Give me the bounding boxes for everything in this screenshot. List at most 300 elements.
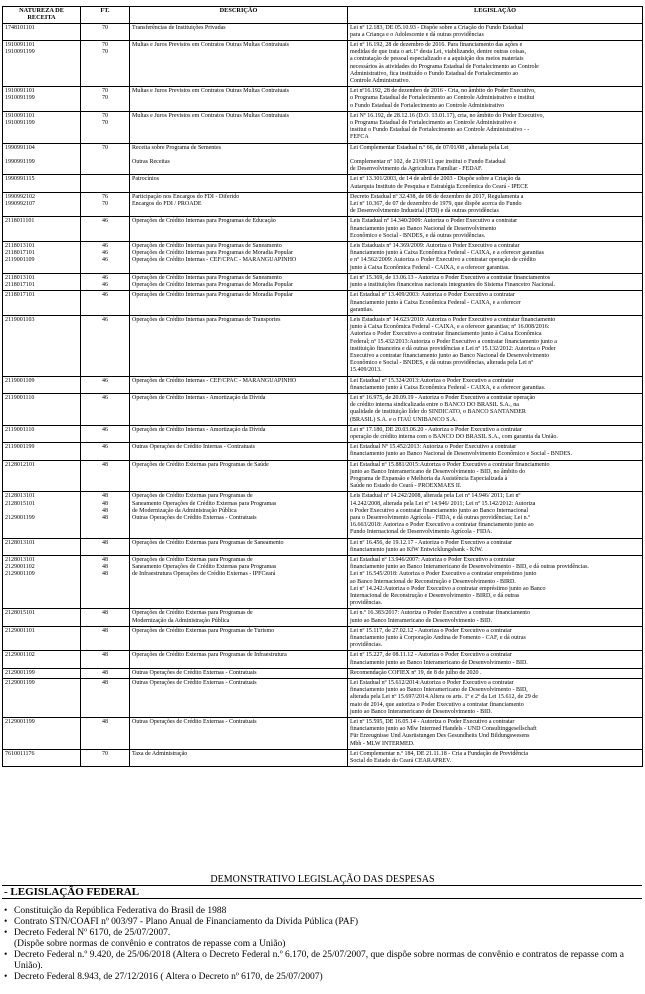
cell-descricao	[130, 175, 348, 192]
table-row	[3, 492, 643, 538]
bullet-icon: •	[4, 917, 8, 927]
cell-ft-line: 46	[102, 394, 108, 401]
cell-ft-line: 46	[102, 250, 108, 257]
cell-legislacao-line: Lei nº 16.975, de 20.09.19 - Autoriza o Poder Executivo a contratar operação	[350, 394, 536, 401]
table-row	[3, 443, 643, 460]
table-row	[3, 315, 643, 376]
cell-natureza-line: 2129001199	[5, 514, 35, 521]
cell-ft	[81, 273, 130, 290]
cell-legislacao-line: Lei nº 16.192, 28 de dezembro de 2016. Para financiamento das ações e	[350, 42, 523, 48]
cell-descricao-line: Operações de Crédito Externas para Programas de	[132, 493, 253, 500]
cell-natureza-line: 1910091101	[5, 112, 35, 119]
cell-legislacao-line: Autarquia Instituto de Pesquisa e Estratégia Econômica do Ceará - IPECE	[350, 183, 528, 190]
cell-legislacao-line: Lei nº 17.180, DE 20.03.06.20 - Autoriza o Poder Executivo a contratar	[350, 426, 522, 433]
cell-legislacao-line: 16.663/2018: Autoriza o Poder Executivo a contratar financiamento junto ao	[350, 522, 534, 529]
cell-legislacao-line: providências.	[350, 642, 383, 649]
cell-legislacao-line: financiamento junto ao Mlw Intermed Handels - UND Consultinggesellschaft	[350, 726, 537, 733]
cell-descricao-line: Operações de Crédito Internas - CEF/CPAC - MARANGUAPINHO	[132, 257, 297, 264]
cell-natureza-line	[5, 508, 78, 515]
cell-natureza-line: 2129001102	[5, 652, 35, 659]
cell-legislacao	[348, 87, 643, 112]
cell-ft	[81, 679, 130, 718]
cell-ft	[81, 175, 130, 192]
cell-ft	[81, 376, 130, 393]
cell-ft-line: 48	[102, 680, 108, 687]
table-row	[3, 175, 643, 192]
cell-legislacao-line: Lei Nº 16.192, de 28.12.16 (D.O. 13.01.17), cria, no âmbito do Poder Executivo,	[350, 112, 544, 119]
federal-legislation-text: Contrato STN/COAFI nº 003/97 - Plano Anual de Financiamento da Dívida Pública (PAF)	[14, 917, 359, 927]
cell-legislacao-line: ao Banco Internacional de Reconstrução e Desenvolvimento - BIRD.	[350, 578, 516, 585]
cell-legislacao-line: financiamento junto ao Banco Nacional de Desenvolvimento Econômico e Social - BNDES.	[350, 451, 572, 458]
cell-ft	[81, 217, 130, 242]
table-body	[3, 23, 643, 767]
table-row	[3, 242, 643, 274]
cell-legislacao	[348, 111, 643, 143]
cell-legislacao	[348, 273, 643, 290]
cell-descricao	[130, 749, 348, 766]
table-row	[3, 679, 643, 718]
cell-descricao	[130, 315, 348, 376]
cell-descricao-line: Patrocínios	[132, 176, 159, 183]
cell-natureza	[3, 393, 81, 425]
cell-natureza-line: 2118017101	[5, 292, 35, 299]
cell-natureza	[3, 175, 81, 192]
cell-natureza	[3, 749, 81, 766]
cell-natureza	[3, 425, 81, 442]
cell-ft-line: 48	[102, 514, 108, 521]
cell-natureza-line: 2129001199	[5, 669, 35, 676]
cell-descricao	[130, 111, 348, 143]
cell-legislacao	[348, 460, 643, 492]
cell-descricao-line: de Modernização da Administração Pública	[132, 507, 237, 514]
cell-ft	[81, 192, 130, 217]
cell-natureza-line: 1990992107	[5, 201, 35, 208]
cell-ft-line: 48	[102, 557, 108, 563]
cell-descricao-line: Outras Receitas	[132, 159, 170, 166]
cell-natureza-line: 2119001110	[5, 426, 35, 433]
cell-descricao-line: Saneamento Operações de Crédito Externas para Programas	[132, 564, 277, 571]
table-row	[3, 749, 643, 766]
table-row	[3, 217, 643, 242]
cell-descricao-line: Outras Operações de Crédito Externas - Contratuais	[132, 680, 257, 687]
cell-legislacao	[348, 393, 643, 425]
cell-legislacao-line: financiamento junto à Corporação Andina de Fomento - CAF, e dá outras	[350, 635, 526, 642]
cell-descricao	[130, 23, 348, 40]
cell-natureza	[3, 143, 81, 175]
cell-legislacao-line: Mbh - MLW INTERMED.	[350, 740, 415, 747]
cell-descricao	[130, 668, 348, 678]
cell-legislacao	[348, 556, 643, 609]
table-row	[3, 111, 643, 143]
cell-legislacao-line: Lei nº 12.183, DE 05.10.93 - Dispõe sobre a Criação do Fundo Estadual	[350, 24, 524, 31]
cell-natureza-line: 2119001110	[5, 394, 35, 401]
cell-legislacao-line: Autoriza o Poder Executivo a contratar financiamento junto à Caixa Econômica	[350, 331, 542, 338]
cell-natureza	[3, 492, 81, 538]
cell-natureza	[3, 87, 81, 112]
cell-natureza-line: 2118017101	[5, 282, 35, 289]
cell-natureza-line: 1910091199	[5, 95, 35, 102]
federal-legislation-heading: - LEGISLAÇÃO FEDERAL	[2, 885, 642, 899]
cell-descricao-line: Operações de Crédito Externas para Programas de	[132, 610, 253, 617]
cell-legislacao-line: Lei nº 15.369, de 13.06.13 - Autoriza o Poder Executivo a contratar financiamentos	[350, 274, 551, 281]
cell-natureza-line: 2129001199	[5, 719, 35, 726]
cell-descricao-line: Modernização da Administração Pública	[132, 617, 230, 624]
cell-legislacao-line: junto ao Banco Interamericano de Desenvolvimento - BID.	[350, 617, 492, 624]
cell-natureza	[3, 651, 81, 668]
header-ft: FT.	[81, 7, 130, 24]
cell-descricao-line: Outras Operações de Crédito Externas - Contratuais	[132, 514, 257, 521]
cell-descricao	[130, 718, 348, 750]
table-row	[3, 609, 643, 626]
cell-legislacao-line: Executivo a contratar financiamento junto ao Banco Nacional de Desenvolvimento	[350, 352, 550, 359]
cell-legislacao-line: Für Erzeugnisse Und Ausrüstungen Des Gesundheits Und Bildungswesens	[350, 733, 530, 740]
cell-legislacao	[348, 315, 643, 376]
cell-natureza-line: 2128013101	[5, 539, 35, 546]
cell-ft	[81, 393, 130, 425]
cell-natureza-line: 2119001109	[5, 377, 35, 384]
cell-legislacao-line: Administrativo, fica instituído o Fundo Estadual de Fortalecimento ao	[350, 70, 519, 77]
cell-legislacao-line: Leis Estaduais nº 14.369/2009: Autoriza o Poder Executivo a contratar	[350, 243, 520, 250]
cell-ft	[81, 425, 130, 442]
cell-descricao	[130, 217, 348, 242]
cell-natureza-line: 2128013101	[5, 493, 35, 500]
cell-natureza-line: 2118011101	[5, 218, 35, 225]
federal-legislation-item	[2, 906, 642, 917]
table-row	[3, 425, 643, 442]
cell-ft	[81, 556, 130, 609]
cell-descricao-line: Operações de Crédito Externas para Programas de Turismo	[132, 627, 275, 634]
cell-ft-line: 70	[102, 95, 108, 102]
cell-natureza	[3, 376, 81, 393]
cell-natureza-line: 1910091199	[5, 120, 35, 127]
cell-legislacao-line: Lei Estadual nº 15.324/2013:Autoriza o Poder Executivo a contratar	[350, 377, 514, 384]
cell-ft	[81, 443, 130, 460]
cell-legislacao	[348, 443, 643, 460]
cell-legislacao-line: Programa de Expansão e Melhoria da Assistência Especializada à	[350, 475, 508, 482]
cell-natureza	[3, 626, 81, 651]
cell-legislacao-line: Econômico e Social - BNDES, e dá outras providências, alterada pela Lei nº	[350, 360, 534, 367]
cell-legislacao-line: alterada pela Lei nº 15.697/2014.Altera os arts. 1º e 2º da Lei 15.612, de 29 de	[350, 694, 538, 701]
cell-descricao-line: Operações de Crédito Internas para Programas de Saneamento	[132, 243, 282, 250]
cell-ft-line: 46	[102, 292, 108, 299]
cell-natureza-line: 2128015101	[5, 610, 35, 617]
cell-natureza-line: 2129001199	[5, 680, 35, 687]
cell-legislacao-line: junto à Caixa Econômica Federal - CAIXA, e a oferecer garantias; nº 16.008/2016:	[350, 324, 550, 331]
cell-descricao-line: Operações de Crédito Internas para Programas de Educação	[132, 218, 276, 225]
cell-legislacao	[348, 291, 643, 316]
federal-legislation-item	[2, 950, 642, 972]
federal-legislation-text: Decreto Federal Nº 6170, de 25/07/2007.	[14, 928, 171, 938]
cell-natureza-line: 1990992102	[5, 193, 35, 200]
table-row	[3, 273, 643, 290]
cell-legislacao-line: Decreto Estadual nº 32.438, de 08 de dezembro de 2017, Regulamenta a	[350, 193, 524, 200]
table-row	[3, 460, 643, 492]
table-row	[3, 192, 643, 217]
cell-legislacao	[348, 668, 643, 678]
cell-descricao-line	[132, 152, 345, 159]
table-row	[3, 291, 643, 316]
cell-ft-line: 70	[102, 750, 108, 757]
cell-legislacao-line: para o Desenvolvimento Agrícola - FIDA, e dá outras providências; Lei n.º	[350, 514, 530, 521]
cell-legislacao	[348, 217, 643, 242]
cell-natureza-line: 1990991199	[5, 159, 35, 166]
cell-natureza	[3, 538, 81, 555]
cell-legislacao-line: junto à Caixa Econômica Federal - CAIXA, e a oferecer garantias.	[350, 264, 510, 271]
cell-legislacao-line: Lei nº 15.227, de 08.11.12 - Autoriza o Poder Executivo a contratar	[350, 652, 512, 659]
cell-descricao	[130, 273, 348, 290]
table-row	[3, 556, 643, 609]
cell-descricao-line: Multas e Juros Previstos em Contratos Outras Multas Contratuais	[132, 88, 289, 95]
cell-ft-line: 48	[102, 500, 108, 507]
cell-descricao	[130, 626, 348, 651]
cell-descricao-line: Transferências de Instituições Privadas	[132, 24, 226, 31]
table-row	[3, 538, 643, 555]
cell-ft	[81, 291, 130, 316]
cell-ft	[81, 651, 130, 668]
cell-legislacao-line	[350, 152, 640, 159]
cell-legislacao-line: Lei nº16.192, 28 de dezembro de 2016 - Cria, no âmbito do Poder Executivo,	[350, 88, 536, 95]
cell-ft	[81, 23, 130, 40]
cell-legislacao	[348, 679, 643, 718]
cell-ft-line: 48	[102, 719, 108, 726]
cell-legislacao	[348, 609, 643, 626]
cell-legislacao-line: Recomendação COFIEX nº 19, de 8 de julho de 2020 .	[350, 669, 482, 676]
cell-descricao-line: Outras Operações de Crédito Externas - Contratuais	[132, 719, 257, 726]
cell-natureza-line: 1748101101	[5, 24, 35, 31]
cell-legislacao	[348, 749, 643, 766]
cell-legislacao-line: Lei Estadual nº 13.409/2003: Autoriza o Poder Executivo a contratar	[350, 292, 515, 299]
cell-natureza	[3, 192, 81, 217]
cell-legislacao-line: junto a instituições financeiras nacionais integrantes do Sistema Financeiro Nacional.	[350, 282, 555, 289]
table-row	[3, 41, 643, 87]
cell-ft-line: 46	[102, 243, 108, 250]
cell-ft-line: 76	[102, 193, 108, 200]
cell-legislacao-line: garantias.	[350, 306, 374, 313]
header-legislacao: LEGISLAÇÃO	[348, 7, 643, 24]
cell-natureza-line	[5, 152, 78, 159]
cell-ft-line: 48	[102, 493, 108, 500]
cell-ft-line: 48	[102, 461, 108, 468]
cell-descricao-line: Operações de Crédito Internas para Programas de Transportes	[132, 316, 281, 323]
cell-ft-line: 48	[102, 610, 108, 617]
cell-natureza	[3, 291, 81, 316]
cell-ft	[81, 41, 130, 87]
cell-descricao-line: Outras Operações de Crédito Internas - Contratuais	[132, 444, 255, 451]
table-header-row	[3, 7, 643, 24]
cell-legislacao-line: de crédito interna sindicalizada entre o BANCO DO BRASIL S.A., na	[350, 402, 519, 409]
cell-ft-line: 48	[102, 669, 108, 676]
cell-descricao	[130, 651, 348, 668]
cell-legislacao-line: de Desenvolvimento da Agricultura Familiar - FEDAF.	[350, 166, 483, 173]
cell-legislacao-line: Internacional de Reconstrução e Desenvolvimento - BIRD, e dá outras	[350, 593, 520, 600]
table-row	[3, 626, 643, 651]
cell-descricao	[130, 556, 348, 609]
cell-ft	[81, 87, 130, 112]
cell-ft	[81, 626, 130, 651]
cell-descricao	[130, 425, 348, 442]
section-title: DEMONSTRATIVO LEGISLAÇÃO DAS DESPESAS	[210, 874, 435, 885]
federal-legislation-item	[2, 928, 642, 939]
cell-legislacao-line: Lei nº 16.456, de 19.12.17 - Autoriza o Poder Executivo a contratar	[350, 539, 512, 546]
federal-legislation-text: Decreto Federal 8.943, de 27/12/2016 ( Altera o Decreto nº 6170, de 25/07/2007)	[14, 972, 323, 982]
cell-legislacao-line: maio de 2014, que autoriza o Poder Executivo a contratar financiamento	[350, 701, 524, 708]
cell-natureza	[3, 111, 81, 143]
cell-descricao	[130, 443, 348, 460]
table-row	[3, 376, 643, 393]
header-natureza: NATUREZA DE RECEITA	[3, 7, 81, 24]
cell-ft-line: 70	[102, 24, 108, 31]
cell-descricao-line: Outras Operações de Crédito Externas - Contratuais	[132, 669, 257, 676]
cell-natureza	[3, 41, 81, 87]
cell-natureza	[3, 23, 81, 40]
cell-legislacao	[348, 175, 643, 192]
cell-legislacao-line: FEFCA	[350, 134, 369, 141]
table-row	[3, 87, 643, 112]
cell-legislacao-line: Fundo Internacional de Desenvolvimento Agrícola - FIDA.	[350, 529, 493, 536]
cell-descricao	[130, 460, 348, 492]
cell-legislacao-line: 14.242/2008, alterada pela Lei nº 14.946/ 2011; Lei nº 15.142/2012: Autoriza	[350, 500, 536, 507]
cell-legislacao-line: Lei Estadual nº 13.946/2007: Autoriza o Poder Executivo a contratar	[350, 557, 515, 563]
cell-legislacao-line: Lei nº 14.242:Autoriza o Poder Executivo a contratar empréstimo junto ao Banco	[350, 585, 546, 592]
cell-legislacao-line: o Fundo Estadual de Fortalecimento ao Controle Administrativo	[350, 102, 505, 109]
cell-natureza	[3, 679, 81, 718]
cell-legislacao-line: junto ao Banco Interamericano de Desenvolvimento - BID, no âmbito do	[350, 468, 526, 475]
cell-legislacao-line: necessários às atividades do Programa Estadual de Fortalecimento ao Controle	[350, 63, 539, 70]
cell-ft-line: 46	[102, 282, 108, 289]
cell-descricao	[130, 242, 348, 274]
cell-legislacao-line: de Desenvolvimento Industrial (FDI) e dá outras providências	[350, 208, 499, 215]
cell-natureza	[3, 242, 81, 274]
table-row	[3, 651, 643, 668]
cell-ft-line: 70	[102, 112, 108, 119]
cell-natureza-line: 2129001101	[5, 627, 35, 634]
federal-legislation-item	[2, 972, 642, 983]
federal-legislation-item	[2, 917, 642, 928]
cell-legislacao	[348, 651, 643, 668]
cell-descricao-line: Operações de Crédito Internas - Amortização da Dívida	[132, 426, 266, 433]
cell-legislacao-line: financiamento junto ao Banco Interamericano de Desenvolvimento - BID.	[350, 659, 528, 666]
cell-natureza-line: 2118013101	[5, 243, 35, 250]
cell-descricao-line: Multas e Juros Previstos em Contratos Outras Multas Contratuais	[132, 112, 289, 119]
cell-ft-line: 46	[102, 316, 108, 323]
cell-legislacao-line: financiamento junto ao KfW Entwicklungsbank - KfW.	[350, 546, 483, 553]
cell-ft-line: 70	[102, 120, 108, 127]
cell-ft-line: 48	[102, 571, 108, 578]
cell-legislacao-line: Lei n.º 16.383/2017: Autoriza o Poder Executivo a contratar financiamento	[350, 610, 530, 617]
cell-legislacao	[348, 626, 643, 651]
cell-ft-line: 46	[102, 377, 108, 384]
cell-legislacao-line: Leis Estadual nº 14.242/2008, alterada pela Lei nº 14.946/ 2011; Lei nº	[350, 493, 521, 500]
cell-ft-line: 48	[102, 564, 108, 571]
cell-legislacao-line: operação de crédito interna com o BANCO DO BRASIL S.A., com garantia da União.	[350, 433, 558, 440]
cell-ft-line: 46	[102, 218, 108, 225]
cell-natureza	[3, 668, 81, 678]
cell-ft-line: 48	[102, 507, 108, 514]
cell-descricao-line: Operações de Crédito Externas para Programas de Saneamento	[132, 539, 284, 546]
cell-legislacao-line: qualidade de instituição líder do SINDICATO, o BANCO SANTANDER	[350, 409, 526, 416]
cell-ft-line: 70	[102, 201, 108, 208]
table-row	[3, 718, 643, 750]
cell-natureza-line: 1990991104	[5, 144, 35, 151]
cell-descricao	[130, 291, 348, 316]
cell-ft	[81, 111, 130, 143]
cell-descricao-line: Multas e Juros Previstos em Contratos Outras Multas Contratuais	[132, 42, 289, 48]
cell-descricao-line: Operações de Crédito Internas para Programas de Moradia Popular	[132, 282, 293, 289]
bullet-icon: •	[4, 928, 8, 938]
cell-legislacao-line: Saúde no Estado do Ceará - PROEXMAES II.	[350, 483, 462, 490]
cell-legislacao	[348, 376, 643, 393]
cell-descricao	[130, 393, 348, 425]
cell-descricao-line: Operações de Crédito Internas para Programas de Moradia Popular	[132, 250, 293, 257]
cell-natureza-line: 2119001103	[5, 316, 35, 323]
cell-descricao	[130, 87, 348, 112]
cell-legislacao-line: a contratação de pessoal especializado e a aquisição dos meios materiais	[350, 56, 524, 63]
cell-ft-line: 70	[102, 88, 108, 95]
table-row	[3, 143, 643, 175]
revenue-legislation-table	[2, 6, 643, 767]
cell-legislacao-line: Leis Estaduais nº 14.623/2010: Autoriza o Poder Executivo a contratar financiamento	[350, 316, 556, 323]
table-row	[3, 393, 643, 425]
cell-legislacao-line: Lei Estadual nº 15.612/2014:Autoriza o Poder Executivo a contratar	[350, 680, 514, 687]
cell-legislacao	[348, 538, 643, 555]
cell-legislacao-line: junto ao Banco Interamericano de Desenvolvimento - BID.	[350, 708, 492, 715]
cell-ft-line: 70	[102, 42, 108, 48]
bullet-icon: •	[4, 972, 8, 982]
cell-natureza-line: 2128012101	[5, 461, 35, 468]
cell-legislacao-line: o Programa Estadual de Fortalecimento ao Controle Administrativo e institui	[350, 95, 535, 102]
cell-descricao-line: Receita sobre Programa de Sementes	[132, 144, 221, 151]
cell-descricao-line: Operações de Crédito Externas para Programas de	[132, 557, 253, 563]
cell-legislacao-line: Federal; nº 15.432/2013:Autoriza o Poder Executivo a contratar financiamento junto a	[350, 338, 557, 345]
cell-legislacao-line: Lei Estadual Nº 15.452/2013: Autoriza o Poder Executivo a contratar	[350, 444, 517, 451]
cell-ft	[81, 749, 130, 766]
cell-legislacao-line: Lei nº 15.595, DE 16.05.14 - Autoriza o Poder Executivo a contratar	[350, 719, 515, 726]
cell-natureza-line: 2129001102	[5, 564, 35, 571]
cell-ft-line: 46	[102, 444, 108, 451]
cell-ft	[81, 492, 130, 538]
cell-legislacao-line: Econômico e Social - BNDES, e dá outras providências.	[350, 232, 486, 239]
cell-ft	[81, 242, 130, 274]
cell-natureza	[3, 460, 81, 492]
table-row	[3, 23, 643, 40]
federal-legislation-item	[2, 939, 642, 950]
cell-ft-line: 48	[102, 627, 108, 634]
cell-ft	[81, 668, 130, 678]
cell-legislacao-line: Lei nº 15.117, de 27.02.12 - Autoriza o Poder Executivo a contratar	[350, 627, 512, 634]
cell-descricao	[130, 609, 348, 626]
cell-ft-line: 46	[102, 257, 108, 264]
cell-natureza-line: 2129001109	[5, 571, 35, 578]
cell-legislacao	[348, 718, 643, 750]
cell-descricao-line: Operações de Crédito Internas para Programas de Saneamento	[132, 274, 282, 281]
cell-descricao	[130, 492, 348, 538]
cell-legislacao-line: Lei Estadual nº 15.881/2015:Autoriza o Poder Executivo a contratar financiamento	[350, 461, 550, 468]
cell-ft-line: 70	[102, 144, 108, 151]
cell-natureza-line: 2128015101	[5, 500, 35, 507]
cell-descricao-line: Operações de Crédito Externas para Programas de Infraestrutura	[132, 652, 287, 659]
cell-ft-line: 46	[102, 274, 108, 281]
cell-legislacao-line: Leis Estadual nº 14.340/2009: Autoriza o Poder Executivo a contratar	[350, 218, 518, 225]
cell-legislacao	[348, 492, 643, 538]
cell-natureza-line: 2119001109	[5, 257, 35, 264]
cell-legislacao-line: financiamento junto ao Banco Interamericano de Desenvolvimento - BID, e dá outras providências.	[350, 564, 589, 571]
cell-legislacao-line: Controle Administrativo.	[350, 78, 410, 85]
bullet-icon: •	[4, 950, 8, 960]
cell-ft-line: 46	[102, 426, 108, 433]
cell-legislacao	[348, 143, 643, 175]
cell-legislacao-line: (BRASIL) S.A. e o ITAÚ UNIBANCO S.A.	[350, 416, 457, 423]
cell-descricao-line: Encargos do FDI / PROADE	[132, 201, 202, 208]
